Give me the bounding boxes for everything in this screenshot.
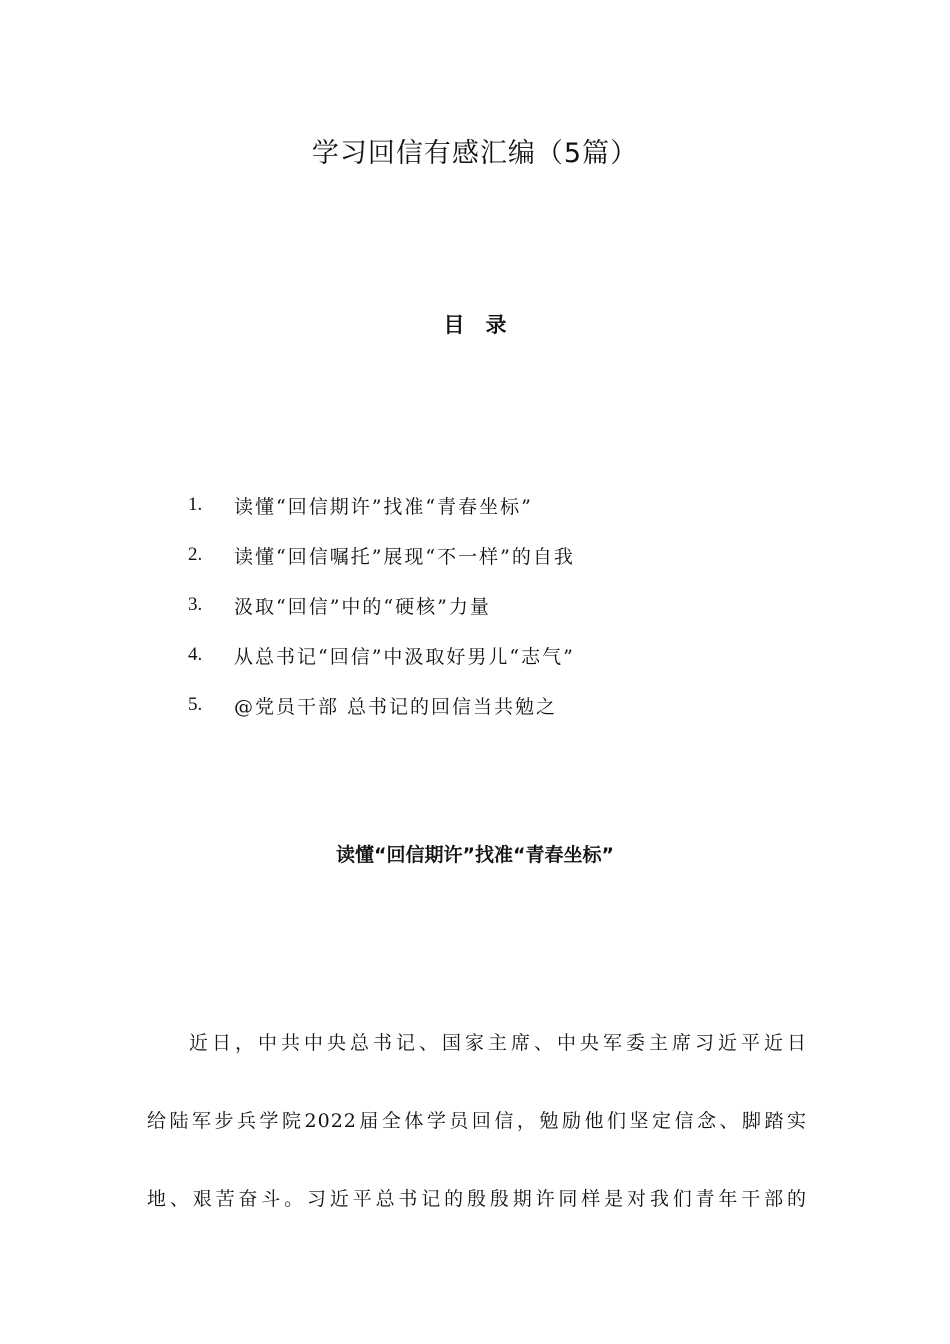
toc-item-text: @党员干部 总书记的回信当共勉之 [234, 695, 558, 718]
toc-heading: 目 录 [443, 313, 507, 337]
toc-item-number: 3. [188, 594, 203, 615]
toc-item-text: 从总书记“回信”中汲取好男儿“志气” [234, 645, 575, 668]
table-of-contents [188, 480, 575, 730]
section-heading: 读懂“回信期许”找准“青春坐标” [336, 844, 614, 866]
toc-item[interactable] [188, 630, 575, 680]
toc-item-text: 汲取“回信”中的“硬核”力量 [234, 595, 491, 618]
body-paragraph [147, 1004, 807, 1238]
toc-item[interactable] [188, 480, 575, 530]
toc-item[interactable] [188, 680, 575, 730]
toc-item[interactable] [188, 580, 575, 630]
toc-item-text: 读懂“回信嘱托”展现“不一样”的自我 [234, 545, 575, 568]
toc-item-number: 1. [188, 494, 203, 515]
toc-item-text: 读懂“回信期许”找准“青春坐标” [234, 495, 533, 518]
body-line: 给陆军步兵学院2022届全体学员回信，勉励他们坚定信念、脚踏实 [147, 1110, 807, 1132]
document-title: 学习回信有感汇编（5篇） [311, 138, 639, 169]
body-line: 近日，中共中央总书记、国家主席、中央军委主席习近平近日 [189, 1032, 807, 1054]
toc-item-number: 5. [188, 694, 203, 715]
toc-item-number: 2. [188, 544, 203, 565]
toc-item-number: 4. [188, 644, 203, 665]
toc-item[interactable] [188, 530, 575, 580]
body-line: 地、艰苦奋斗。习近平总书记的殷殷期许同样是对我们青年干部的 [147, 1188, 807, 1210]
